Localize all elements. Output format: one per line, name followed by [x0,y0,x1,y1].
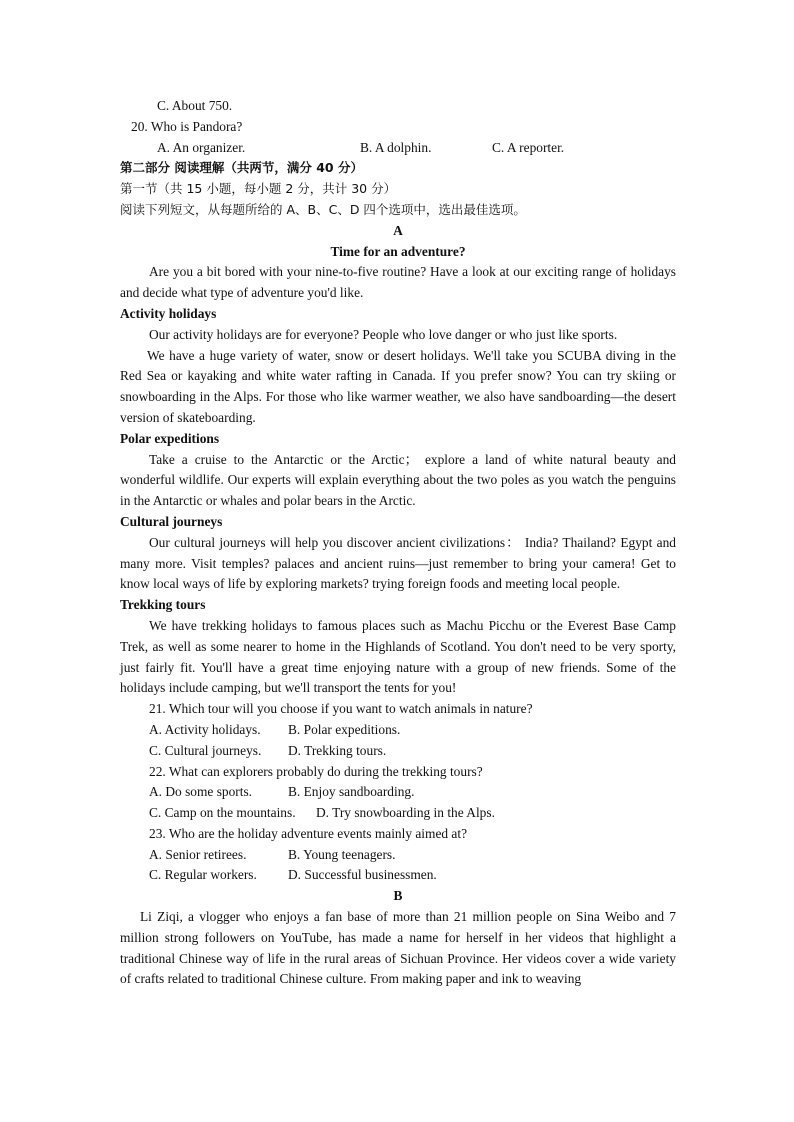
activity-p2: We have a huge variety of water, snow or desert holidays. We'll take you SCUBA diving in the Red Sea or kayaking and white water rafting in Canada. If you prefer snow? You can try skiing or snowboarding in the Alps. For those who like warmer weather, we also have sandboarding—the desert version of skateboarding. [120,347,676,425]
passage-b-letter: B [393,888,403,904]
q23-stem: 23. Who are the holiday adventure events mainly aimed at? [149,825,468,841]
q22-options-cd [120,803,676,824]
q21-option-d: D. Trekking tours. [288,742,387,758]
q20-options [120,138,676,159]
q19-option-c: C. About 750. [157,98,233,113]
cultural-heading: Cultural journeys [120,513,223,529]
q22-options-ab [120,782,676,803]
q21-options-ab [120,720,676,741]
q20-stem: 20. Who is Pandora? [131,118,243,134]
q23-option-c: C. Regular workers. [149,867,257,883]
q23-options-cd [120,865,676,886]
part2-heading: 第二部分 阅读理解（共两节，满分 40 分） [120,160,363,176]
polar-p1: Take a cruise to the Antarctic or the Arctic； explore a land of white natural beauty and wonderful wildlife. Our experts will explain everything about the two poles as you watch the penguins in the Antarctic or whales and polar bears in the Arctic. [120,451,676,509]
q21-stem: 21. Which tour will you choose if you want to watch animals in nature? [149,701,533,717]
activity-heading: Activity holidays [120,305,217,321]
polar-heading: Polar expeditions [120,430,220,446]
q21-option-b: B. Polar expeditions. [288,721,401,737]
cultural-p1: Our cultural journeys will help you discover ancient civilizations： India? Thailand? Egypt and many more. Visit temples? palaces and ancient ruins—just remember to bring your camera! Get to know local ways of life by exploring markets? trying foreign foods and meeting local people. [120,534,676,592]
q21-option-a: A. Activity holidays. [149,721,261,737]
section1-heading: 第一节（共 15 小题，每小题 2 分，共计 30 分） [120,181,397,197]
q23-option-a: A. Senior retirees. [149,846,247,862]
q23-options-ab [120,845,676,866]
q22-option-a: A. Do some sports. [149,784,253,800]
passage-a-title: Time for an adventure? [330,243,466,259]
q20-option-a: A. An organizer. [157,139,246,155]
q20-option-b: B. A dolphin. [360,139,432,155]
q20-option-c: C. A reporter. [492,139,565,155]
reading-instructions: 阅读下列短文，从每题所给的 A、B、C、D 四个选项中，选出最佳选项。 [120,201,526,217]
q22-option-b: B. Enjoy sandboarding. [288,784,415,800]
q23-option-d: D. Successful businessmen. [288,867,437,883]
q22-option-d: D. Try snowboarding in the Alps. [316,805,495,821]
trekking-heading: Trekking tours [120,597,206,613]
q23-option-b: B. Young teenagers. [288,846,396,862]
q22-option-c: C. Camp on the mountains. [149,805,296,821]
q21-options-cd [120,741,676,762]
passage-a-letter: A [393,222,403,238]
q21-option-c: C. Cultural journeys. [149,742,262,758]
q22-stem: 22. What can explorers probably do during the trekking tours? [149,763,483,779]
activity-p1: Our activity holidays are for everyone? People who love danger or who just like sports. [149,326,618,342]
exam-page [120,96,676,990]
passage-b-p1: Li Ziqi, a vlogger who enjoys a fan base of more than 21 million people on Sina Weibo and 7 million strong followers on YouTube, has made a name for herself in her videos that highlight a traditional Chinese way of life in the rural areas of Sichuan Province. Her videos cover a wide variety of crafts related to traditional Chinese culture. From making paper and ink to weaving [120,909,676,987]
trekking-p1: We have trekking holidays to famous places such as Machu Picchu or the Everest Base Camp Trek, as well as some nearer to home in the Highlands of Scotland. You don't need to be very sporty, just fairly fit. You'll have a great time enjoying nature with a group of new friends. Some of the holidays include camping, but we'll transport the tents for you! [120,617,676,696]
passage-a-intro: Are you a bit bored with your nine-to-five routine? Have a look at our exciting range of holidays and decide what type of adventure you'd like. [120,264,676,301]
